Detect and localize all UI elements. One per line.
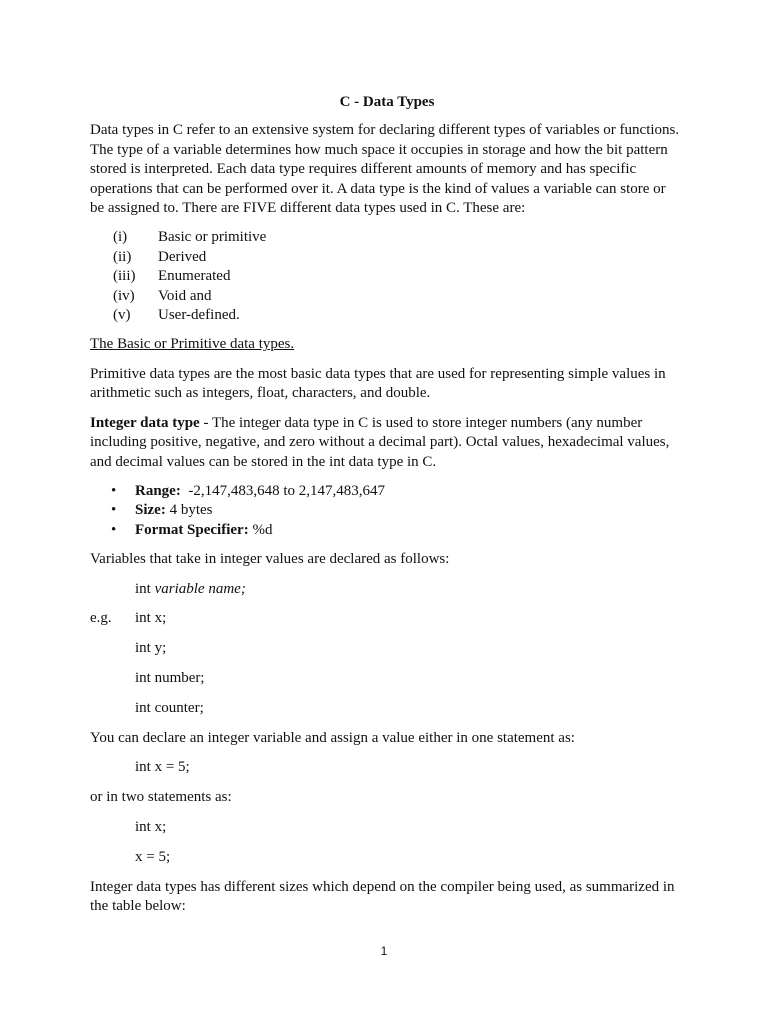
bullet-value: -2,147,483,648 to 2,147,483,647 <box>180 482 385 499</box>
list-item-text: Derived <box>158 248 207 265</box>
example-code: int number; <box>135 670 205 687</box>
list-item <box>90 306 682 325</box>
example-code: int counter; <box>135 700 204 717</box>
bullet-label: Range: <box>135 482 181 499</box>
list-item-text: Basic or primitive <box>158 229 267 246</box>
syntax-line <box>90 580 682 599</box>
bullet-icon: • <box>111 521 117 538</box>
list-item-text: User-defined. <box>158 307 240 324</box>
example-code: int x; <box>135 610 167 627</box>
list-item-number: (ii) <box>113 248 132 265</box>
primitive-paragraph: Primitive data types are the most basic data types that are used for representing simple values in arithmetic such as integers, float, characters, and double. <box>90 365 666 402</box>
assign-paragraph: You can declare an integer variable and assign a value either in one statement as: <box>90 730 575 747</box>
syntax-name: variable name; <box>154 580 246 597</box>
assign-one-code: int x = 5; <box>135 759 190 776</box>
list-item-number: (i) <box>113 229 128 246</box>
example-label: e.g. <box>90 610 112 627</box>
list-item <box>90 287 682 306</box>
list-item <box>90 228 682 247</box>
integer-description: - The integer data type in C is used to store integer numbers (any number including positive, negative, and zero without a decimal part). Octal values, hexadecimal values, and decimal values can be stored in the int data type in C. <box>90 414 670 470</box>
integer-paragraph <box>90 414 682 472</box>
bullet-item <box>90 521 682 540</box>
list-item-text: Enumerated <box>158 268 231 285</box>
sizes-paragraph: Integer data types has different sizes which depend on the compiler being used, as summarized in the table below: <box>90 878 675 914</box>
bullet-icon: • <box>111 482 117 499</box>
list-item-text: Void and <box>158 287 212 304</box>
integer-properties-list <box>90 482 682 540</box>
assign-two-code: x = 5; <box>135 848 171 865</box>
data-types-list <box>90 228 682 325</box>
list-item-number: (iii) <box>113 268 136 285</box>
intro-paragraph: Data types in C refer to an extensive system for declaring different types of variables or functions. The type of a variable determines how much space it occupies in storage and how the bit pattern stored is interpreted. Each data type requires different amounts of memory and has specific operations that can be performed over it. A data type is the kind of values a variable can store or be assigned to. There are FIVE different data types used in C. These are: <box>90 122 680 217</box>
bullet-value: 4 bytes <box>165 502 213 519</box>
page-content <box>90 93 682 926</box>
list-item-number: (iv) <box>113 287 135 304</box>
page-number: 1 <box>380 944 388 958</box>
bullet-label: Size: <box>135 502 166 519</box>
example-row <box>90 609 682 628</box>
bullet-item <box>90 501 682 520</box>
bullet-value: %d <box>248 521 273 538</box>
assign-two-code: int x; <box>135 818 167 835</box>
section-heading: The Basic or Primitive data types. <box>90 336 295 353</box>
list-item <box>90 248 682 267</box>
list-item-number: (v) <box>113 307 131 324</box>
bullet-item <box>90 482 682 501</box>
integer-label: Integer data type <box>90 414 200 431</box>
example-code: int y; <box>135 640 167 657</box>
bullet-icon: • <box>111 502 117 519</box>
syntax-keyword: int <box>135 580 155 597</box>
list-item <box>90 267 682 286</box>
bullet-label: Format Specifier: <box>135 521 249 538</box>
page-title: C - Data Types <box>339 94 435 110</box>
declare-paragraph: Variables that take in integer values are declared as follows: <box>90 551 450 568</box>
two-statements-paragraph: or in two statements as: <box>90 789 232 806</box>
